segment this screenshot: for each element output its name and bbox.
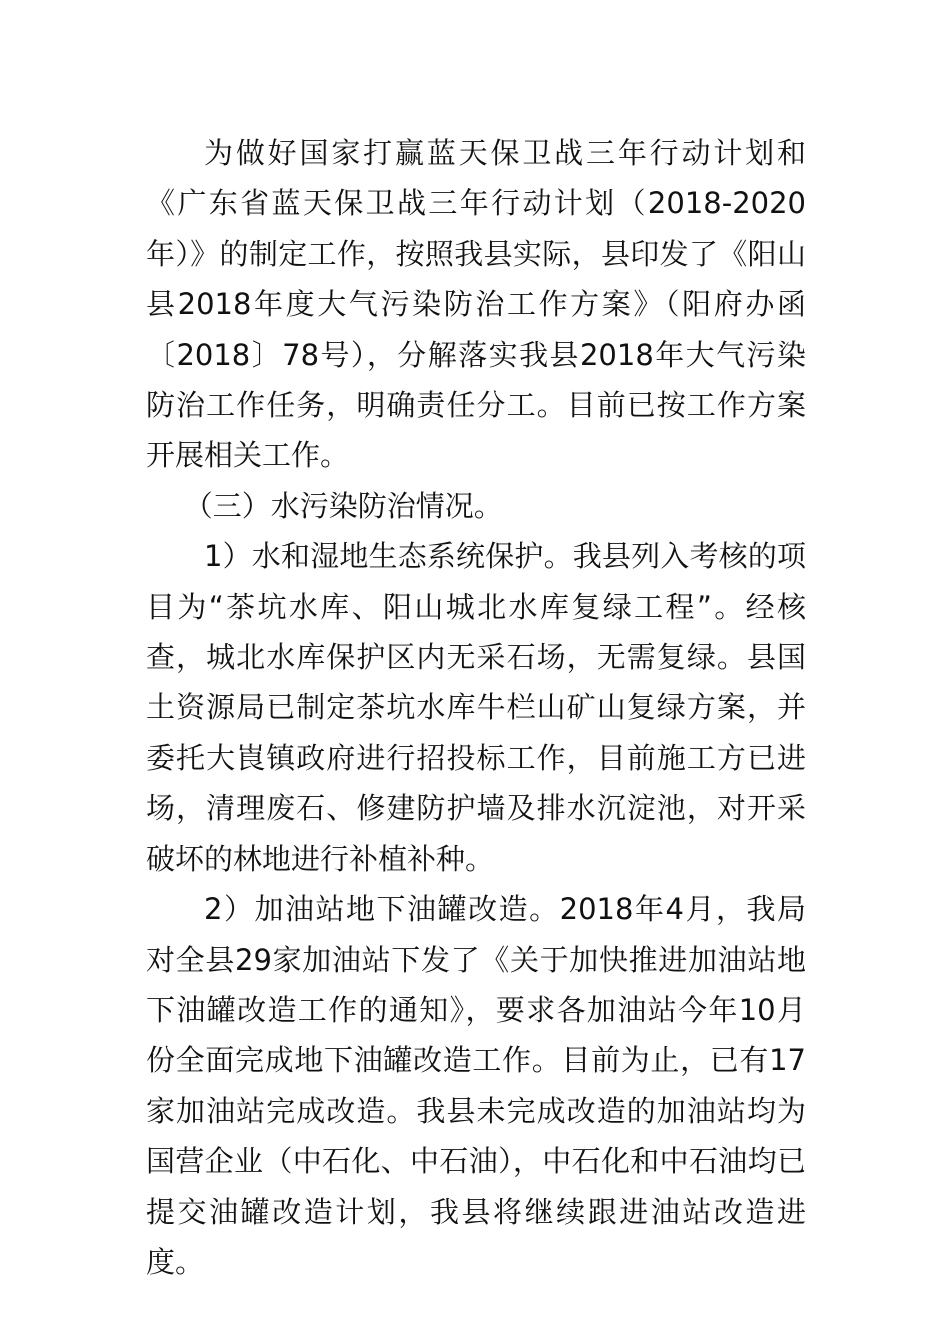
paragraph-wetland-protection: 1）水和湿地生态系统保护。我县列入考核的项目为“茶坑水库、阳山城北水库复绿工程”。经核查，城北水库保护区内无采石场，无需复绿。县国土资源局已制定茶坑水库牛栏山矿山复绿方案，并委托大崀镇政府进行招投标工作，目前施工方已进场，清理废石、修建防护墙及排水沉淀池，对开采破坏的林地进行补植补种。	[146, 539, 806, 876]
paragraph-air-pollution-plan: 为做好国家打赢蓝天保卫战三年行动计划和《广东省蓝天保卫战三年行动计划（2018-2020年）》的制定工作，按照我县实际，县印发了《阳山县2018年度大气污染防治工作方案》（阳府办函〔2018〕78号），分解落实我县2018年大气污染防治工作任务，明确责任分工。目前已按工作方案开展相关工作。	[146, 136, 806, 473]
document-body	[146, 128, 806, 1287]
paragraph-gas-station-tanks: 2）加油站地下油罐改造。2018年4月，我局对全县29家加油站下发了《关于加快推进加油站地下油罐改造工作的通知》，要求各加油站今年10月份全面完成地下油罐改造工作。目前为止，已有17家加油站完成改造。我县未完成改造的加油站均为国营企业（中石化、中石油），中石化和中石油均已提交油罐改造计划，我县将继续跟进油站改造进度。	[146, 892, 806, 1279]
section-heading-water-pollution: （三）水污染防治情况。	[183, 488, 503, 523]
